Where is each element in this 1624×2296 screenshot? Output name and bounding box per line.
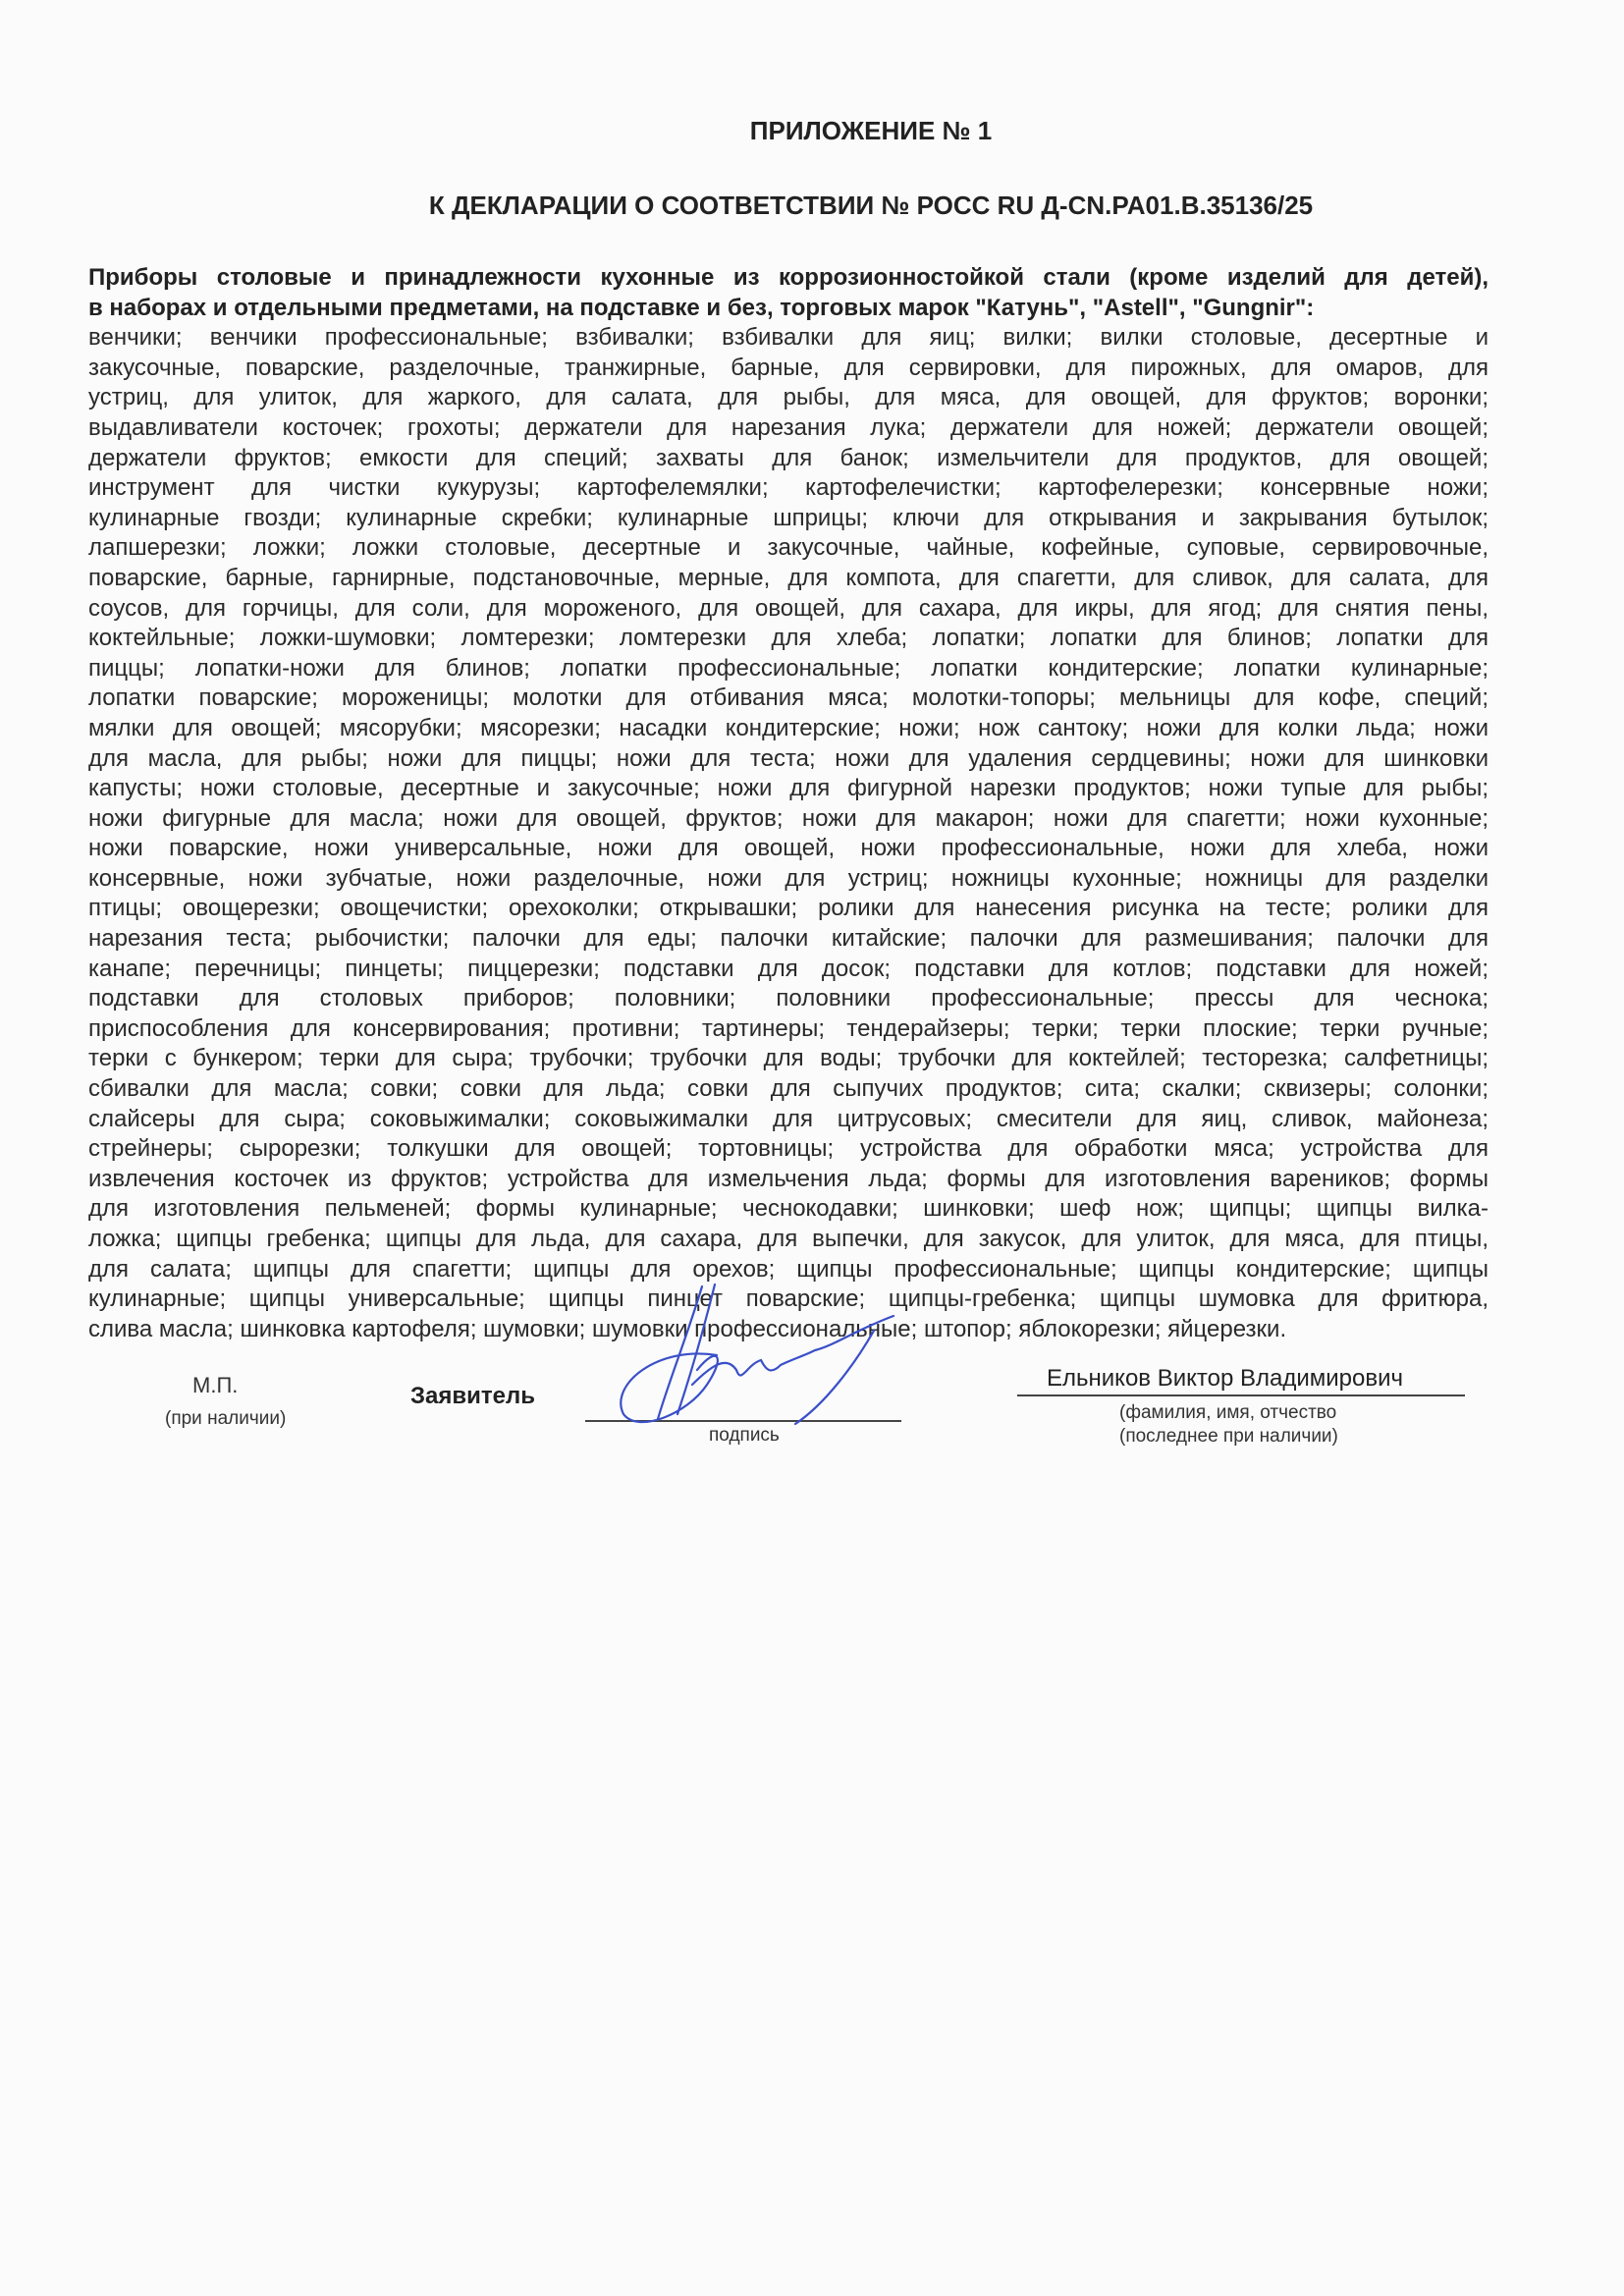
body-line: ложка; щипцы гребенка; щипцы для льда, для сахара, для выпечки, для закусок, для улиток, для мяса, для птицы, [88, 1226, 1489, 1252]
stamp-label: М.П. [192, 1373, 239, 1397]
body-line: поварские, барные, гарнирные, подстановочные, мерные, для компота, для спагетти, для сливок, для салата, для [88, 564, 1489, 591]
body-line: для салата; щипцы для спагетти; щипцы для орехов; щипцы профессиональные; щипцы кондитерские; щипцы [88, 1255, 1489, 1283]
body-line: венчики; венчики профессиональные; взбивалки; взбивалки для яиц; вилки; вилки столовые, десертные и [88, 324, 1489, 352]
body-line: кулинарные; щипцы универсальные; щипцы пинцет поварские; щипцы-гребенка; щипцы шумовка для фритюра, [88, 1285, 1489, 1313]
name-caption-2: (последнее при наличии) [1119, 1426, 1338, 1447]
body-line: подставки для столовых приборов; половники; половники профессиональные; прессы для чеснока; [88, 985, 1489, 1012]
body-line: соусов, для горчицы, для соли, для мороженого, для овощей, для сахара, для икры, для ягод; для снятия пены, [88, 594, 1489, 622]
intro-line: в наборах и отдельными предметами, на подставке и без, торговых марок "Катунь", "Astell", "Gungnir": [88, 294, 1315, 321]
body-line: держатели фруктов; емкости для специй; захваты для банок; измельчители для продуктов, для овощей; [88, 444, 1489, 471]
body-line: лапшерезки; ложки; ложки столовые, десертные и закусочные, чайные, кофейные, суповые, сервировочные, [88, 534, 1489, 562]
body-line: инструмент для чистки кукурузы; картофелемялки; картофелечистки; картофелерезки; консервные ножи; [88, 474, 1489, 502]
body-line: капусты; ножи столовые, десертные и закусочные; ножи для фигурной нарезки продуктов; ножи тупые для рыбы; [88, 775, 1489, 802]
body-line: для масла, для рыбы; ножи для пиццы; ножи для теста; ножи для удаления сердцевины; ножи для шинковки [88, 744, 1489, 772]
stamp-note: (при наличии) [165, 1408, 287, 1429]
body-line: ножи фигурные для масла; ножи для овощей, фруктов; ножи для макарон; ножи для спагетти; ножи кухонные; [88, 804, 1489, 832]
body-line: мялки для овощей; мясорубки; мясорезки; насадки кондитерские; ножи; нож сантоку; ножи для колки льда; ножи [88, 714, 1489, 741]
body-line: слива масла; шинковка картофеля; шумовки; шумовки профессиональные; штопор; яблокорезки; яйцерезки. [88, 1315, 1287, 1342]
body-line: извлечения косточек из фруктов; устройства для измельчения льда; формы для изготовления вареников; формы [88, 1165, 1489, 1192]
name-caption-1: (фамилия, имя, отчество [1119, 1402, 1337, 1423]
body-line: консервные, ножи зубчатые, ножи разделочные, ножи для устриц; ножницы кухонные; ножницы для разделки [88, 864, 1489, 892]
body-line: сбивалки для масла; совки; совки для льда; совки для сыпучих продуктов; сита; скалки; сквизеры; солонки; [88, 1075, 1489, 1103]
body-line: закусочные, поварские, разделочные, транжирные, барные, для сервировки, для пирожных, для омаров, для [88, 354, 1489, 381]
document-subtitle: К ДЕКЛАРАЦИИ О СООТВЕТСТВИИ № РОСС RU Д-CN.PA01.B.35136/25 [428, 191, 1314, 220]
body-line: канапе; перечницы; пинцеты; пиццерезки; подставки для досок; подставки для котлов; подставки для ножей; [88, 955, 1489, 982]
body-line: устриц, для улиток, для жаркого, для салата, для рыбы, для мяса, для овощей, для фруктов; воронки; [88, 384, 1489, 411]
body-line: стрейнеры; сырорезки; толкушки для овощей; тортовницы; устройства для обработки мяса; устройства для [88, 1135, 1489, 1163]
body-line: коктейльные; ложки-шумовки; ломтерезки; ломтерезки для хлеба; лопатки; лопатки для блинов; лопатки для [88, 625, 1489, 652]
body-line: выдавливатели косточек; грохоты; держатели для нарезания лука; держатели для ножей; держатели овощей; [88, 413, 1489, 441]
body-line: для изготовления пельменей; формы кулинарные; чеснокодавки; шинковки; шеф нож; щипцы; щипцы вилка- [88, 1195, 1489, 1223]
body-lines [88, 323, 1489, 1344]
applicant-name: Ельников Виктор Владимирович [1047, 1365, 1404, 1392]
product-list [88, 263, 1489, 1344]
body-line: пиццы; лопатки-ножи для блинов; лопатки профессиональные; лопатки кондитерские; лопатки кулинарные; [88, 654, 1489, 682]
handwritten-signature [599, 1277, 913, 1434]
body-line: кулинарные гвозди; кулинарные скребки; кулинарные шприцы; ключи для открывания и закрывания бутылок; [88, 504, 1489, 531]
body-line: ножи поварские, ножи универсальные, ножи для овощей, ножи профессиональные, ножи для хлеба, ножи [88, 835, 1489, 862]
body-line: лопатки поварские; мороженицы; молотки для отбивания мяса; молотки-топоры; мельницы для кофе, специй; [88, 684, 1489, 712]
document-title: ПРИЛОЖЕНИЕ № 1 [749, 116, 993, 145]
body-line: нарезания теста; рыбочистки; палочки для еды; палочки китайские; палочки для размешивания; палочки для [88, 925, 1489, 953]
applicant-label: Заявитель [410, 1383, 535, 1409]
body-line: терки с бункером; терки для сыра; трубочки; трубочки для воды; трубочки для коктейлей; тесторезка; салфетницы; [88, 1045, 1489, 1072]
intro-line: Приборы столовые и принадлежности кухонные из коррозионностойкой стали (кроме изделий для детей), [88, 264, 1489, 291]
name-line [1017, 1394, 1465, 1396]
body-line: слайсеры для сыра; соковыжималки; соковыжималки для цитрусовых; смесители для яиц, сливок, майонеза; [88, 1105, 1489, 1132]
signature-caption: подпись [709, 1425, 780, 1446]
body-line: приспособления для консервирования; противни; тартинеры; тендерайзеры; терки; терки плоские; терки ручные; [88, 1014, 1489, 1042]
body-line: птицы; овощерезки; овощечистки; орехоколки; открывашки; ролики для нанесения рисунка на тесте; ролики для [88, 895, 1489, 922]
